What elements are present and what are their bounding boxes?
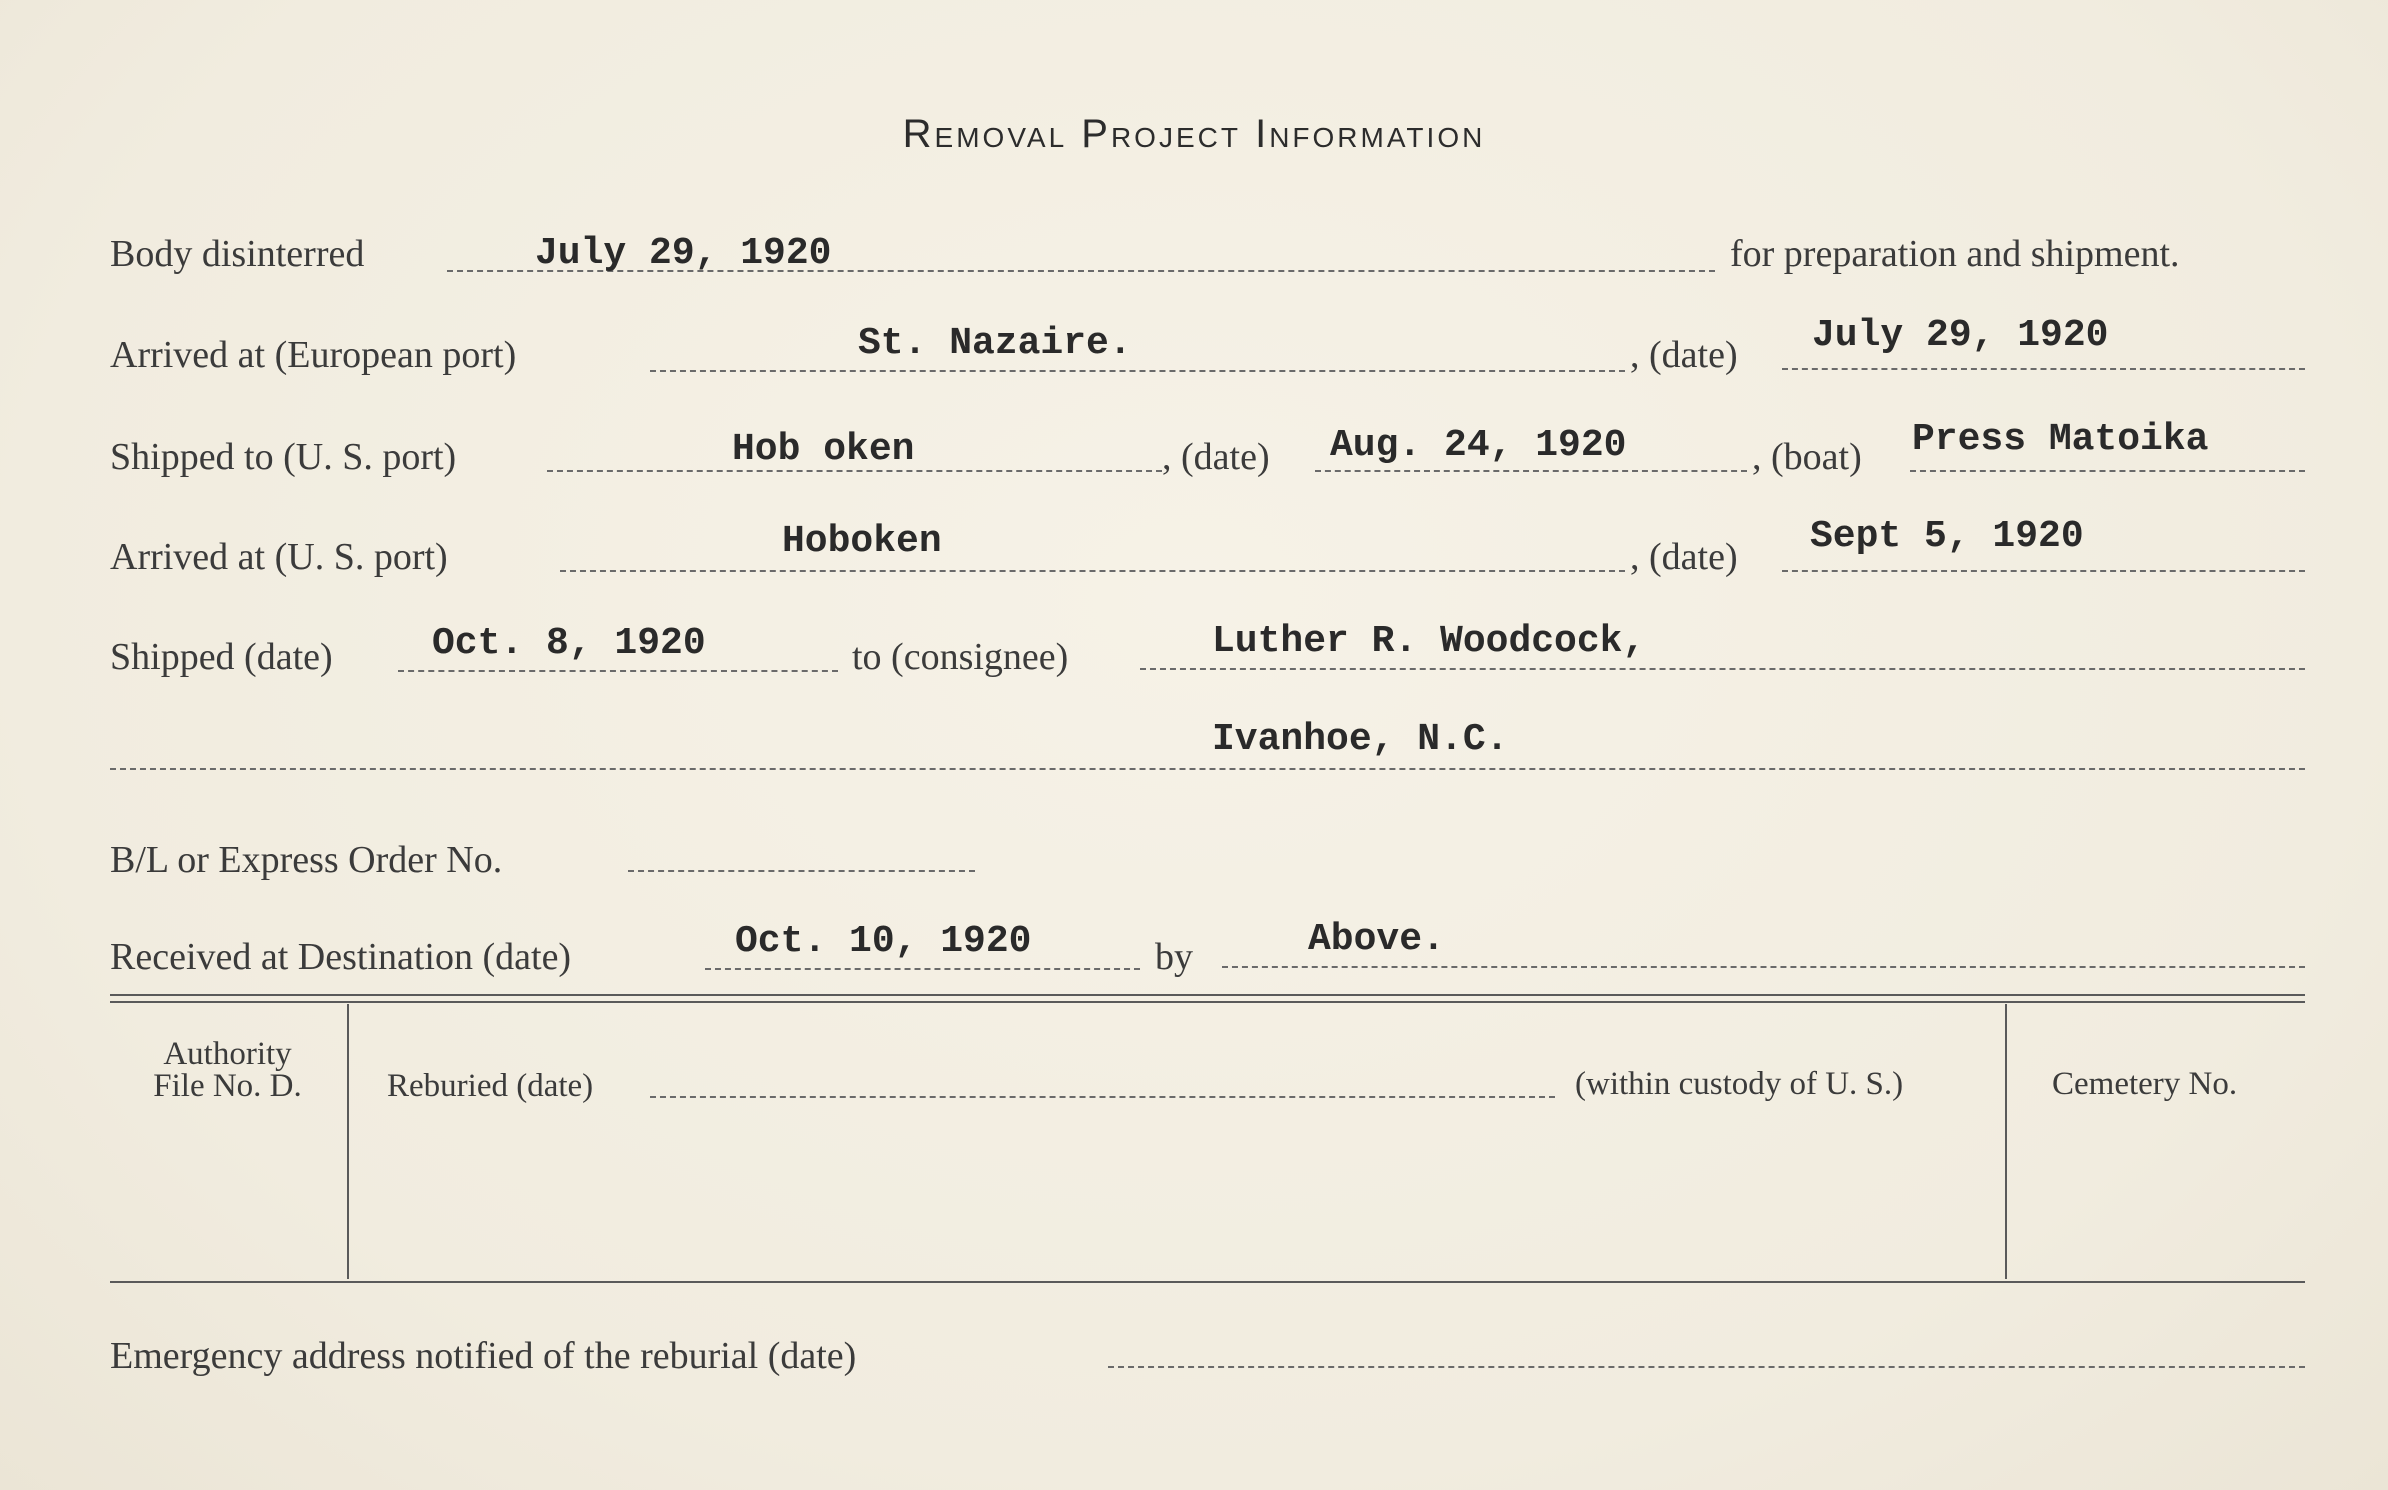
emergency-line bbox=[1108, 1366, 2305, 1368]
reburied-label: Reburied (date) bbox=[387, 1068, 594, 1104]
arrived-european-port-line bbox=[650, 370, 1625, 372]
table-divider-left bbox=[347, 1004, 349, 1279]
received-by-line bbox=[1222, 966, 2305, 968]
received-date-line bbox=[705, 968, 1140, 970]
received-label: Received at Destination (date) bbox=[110, 936, 572, 978]
body-disinterred-suffix: for preparation and shipment. bbox=[1730, 233, 2180, 275]
body-disinterred-value: July 29, 1920 bbox=[535, 232, 832, 275]
table-bottom-rule bbox=[110, 1281, 2305, 1283]
table-top-rule-2 bbox=[110, 1001, 2305, 1003]
cemetery-label: Cemetery No. bbox=[2052, 1066, 2238, 1102]
shipped-us-label: Shipped to (U. S. port) bbox=[110, 436, 457, 478]
shipped-us-port: Hob oken bbox=[732, 428, 915, 471]
consignee-line1: Luther R. Woodcock, bbox=[1212, 620, 1646, 663]
shipped-us-boat: Press Matoika bbox=[1912, 418, 2209, 461]
reburied-line bbox=[650, 1096, 1555, 1098]
arrived-european-label: Arrived at (European port) bbox=[110, 334, 517, 376]
arrived-european-port: St. Nazaire. bbox=[858, 322, 1132, 365]
emergency-label: Emergency address notified of the reburial (date) bbox=[110, 1335, 857, 1377]
shipped-us-date-line bbox=[1315, 470, 1747, 472]
received-by: Above. bbox=[1308, 918, 1445, 961]
card-title: Removal Project Information bbox=[902, 112, 1486, 156]
bl-order-line bbox=[628, 870, 975, 872]
arrived-us-label: Arrived at (U. S. port) bbox=[110, 536, 448, 578]
received-by-label: by bbox=[1155, 936, 1193, 978]
arrived-us-date-label: , (date) bbox=[1630, 536, 1738, 578]
consignee-line bbox=[1140, 668, 2305, 670]
shipped-date: Oct. 8, 1920 bbox=[432, 622, 706, 665]
arrived-european-date-label: , (date) bbox=[1630, 334, 1738, 376]
authority-label-1: Authority bbox=[163, 1036, 292, 1072]
table-divider-right bbox=[2005, 1004, 2007, 1279]
consignee-label: to (consignee) bbox=[852, 636, 1069, 678]
arrived-us-port-line bbox=[560, 570, 1625, 572]
arrived-us-date: Sept 5, 1920 bbox=[1810, 515, 2084, 558]
shipped-us-date: Aug. 24, 1920 bbox=[1330, 424, 1627, 467]
arrived-us-port: Hoboken bbox=[782, 520, 942, 563]
shipped-label: Shipped (date) bbox=[110, 636, 333, 678]
table-top-rule-1 bbox=[110, 994, 2305, 996]
custody-label: (within custody of U. S.) bbox=[1575, 1066, 1904, 1102]
bl-order-label: B/L or Express Order No. bbox=[110, 839, 503, 881]
arrived-european-date: July 29, 1920 bbox=[1812, 314, 2109, 357]
arrived-us-date-line bbox=[1782, 570, 2305, 572]
consignee-line-2 bbox=[110, 768, 2305, 770]
shipped-us-date-label: , (date) bbox=[1162, 436, 1270, 478]
shipped-us-boat-label: , (boat) bbox=[1752, 436, 1862, 478]
body-disinterred-label: Body disinterred bbox=[110, 233, 365, 275]
consignee-line2: Ivanhoe, N.C. bbox=[1212, 718, 1509, 761]
shipped-us-boat-line bbox=[1910, 470, 2305, 472]
arrived-european-date-line bbox=[1782, 368, 2305, 370]
authority-label-2: File No. D. bbox=[153, 1068, 302, 1104]
shipped-date-line bbox=[398, 670, 838, 672]
received-date: Oct. 10, 1920 bbox=[735, 920, 1032, 963]
